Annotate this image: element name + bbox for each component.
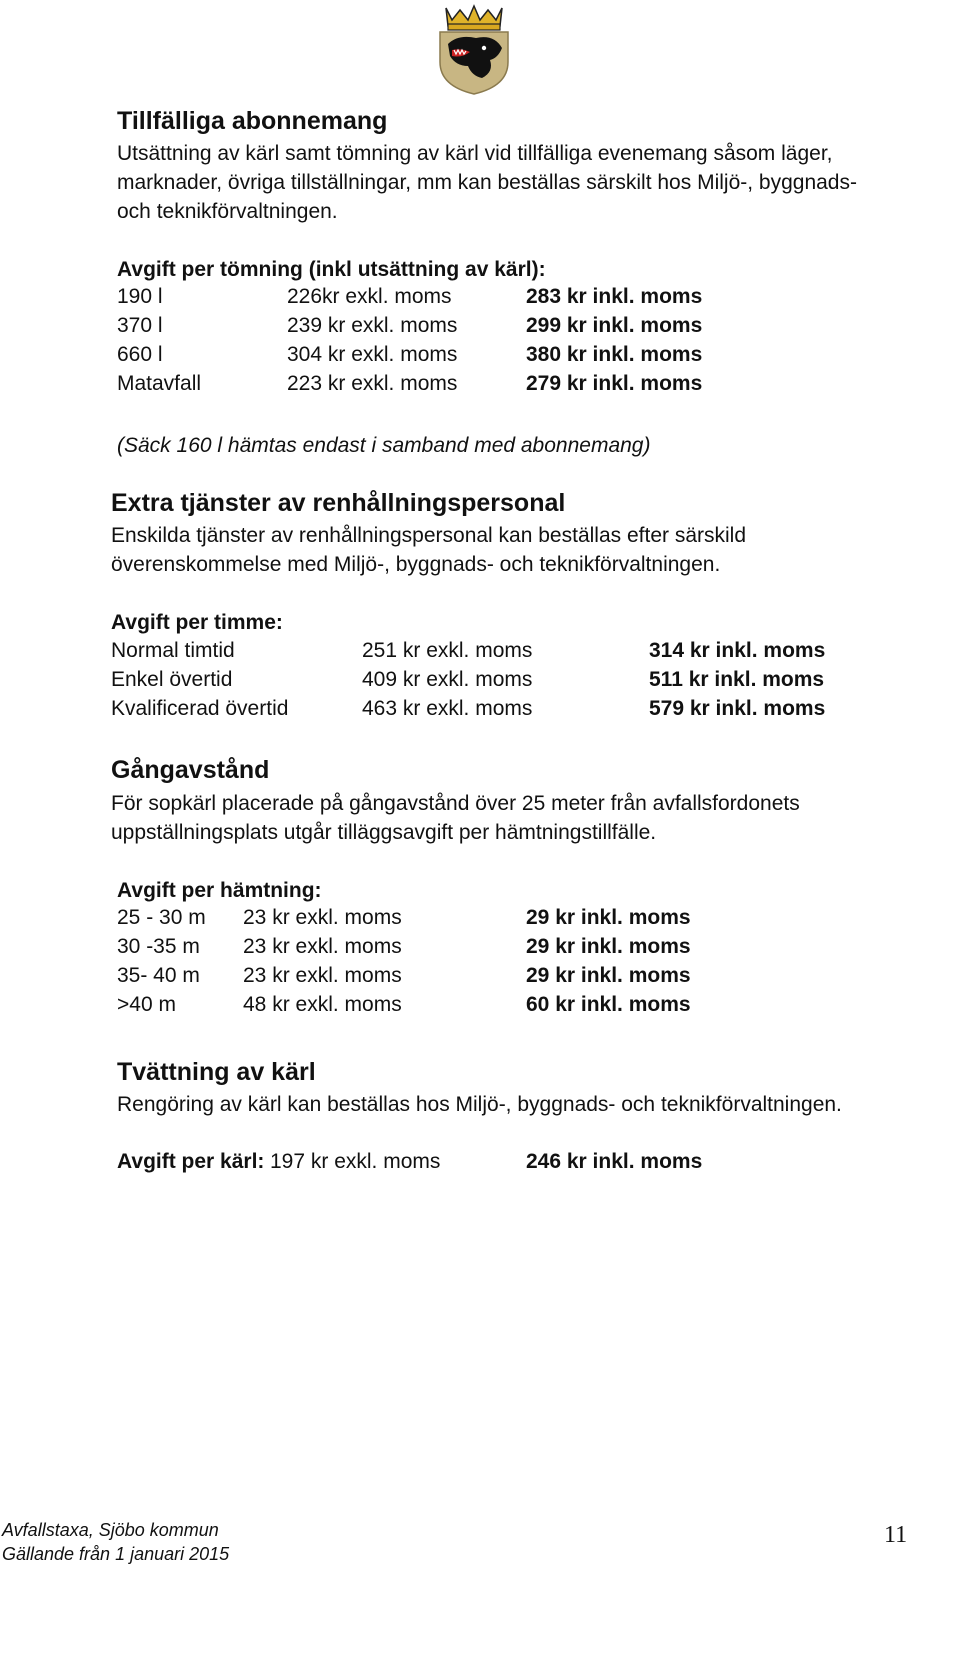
paragraph-line: Enskilda tjänster av renhållningspersonal kan beställas efter särskild: [111, 524, 747, 547]
fee-row-item: Enkel övertid: [111, 668, 233, 691]
section-heading-bin-washing: Tvättning av kärl: [117, 1058, 316, 1086]
fee-row-excl: 409 kr exkl. moms: [362, 668, 533, 691]
fee-row-incl: 246 kr inkl. moms: [526, 1150, 703, 1173]
fee-row-item: 190 l: [117, 285, 163, 308]
fee-label: Avgift per tömning (inkl utsättning av kärl):: [117, 258, 546, 281]
section-heading-walking-distance: Gångavstånd: [111, 756, 270, 784]
page-number: 11: [884, 1522, 908, 1548]
fee-row-excl: 23 kr exkl. moms: [243, 964, 402, 987]
note-text: (Säck 160 l hämtas endast i samband med abonnemang): [117, 434, 651, 457]
fee-row-item: 25 - 30 m: [117, 906, 206, 929]
fee-label: Avgift per timme:: [111, 611, 283, 634]
section-heading-temporary-subscriptions: Tillfälliga abonnemang: [117, 107, 388, 135]
fee-row-excl: 463 kr exkl. moms: [362, 697, 533, 720]
fee-row-incl: 579 kr inkl. moms: [649, 697, 826, 720]
fee-label: Avgift per hämtning:: [117, 879, 322, 902]
fee-row-incl: 299 kr inkl. moms: [526, 314, 703, 337]
fee-row-excl: 23 kr exkl. moms: [243, 906, 402, 929]
section-heading-extra-services: Extra tjänster av renhållningspersonal: [111, 489, 566, 517]
footer-title: Avfallstaxa, Sjöbo kommun: [2, 1520, 219, 1540]
fee-row-incl: 283 kr inkl. moms: [526, 285, 703, 308]
fee-row-item: 35- 40 m: [117, 964, 200, 987]
fee-row-incl: 29 kr inkl. moms: [526, 906, 691, 929]
fee-row-item: Kvalificerad övertid: [111, 697, 289, 720]
paragraph-line: marknader, övriga tillställningar, mm kan beställas särskilt hos Miljö-, byggnads-: [117, 171, 857, 194]
fee-row-excl: 226kr exkl. moms: [287, 285, 452, 308]
fee-row-excl: 304 kr exkl. moms: [287, 343, 458, 366]
fee-row-excl: 197 kr exkl. moms: [270, 1150, 441, 1173]
fee-row-excl: 239 kr exkl. moms: [287, 314, 458, 337]
paragraph-line: Utsättning av kärl samt tömning av kärl vid tillfälliga evenemang såsom läger,: [117, 142, 833, 165]
paragraph-line: För sopkärl placerade på gångavstånd över 25 meter från avfallsfordonets: [111, 792, 800, 815]
fee-row-incl: 511 kr inkl. moms: [649, 668, 825, 691]
fee-row-incl: 29 kr inkl. moms: [526, 935, 691, 958]
fee-row-item: >40 m: [117, 993, 176, 1016]
fee-row-item: 30 -35 m: [117, 935, 200, 958]
coat-of-arms-icon: [438, 4, 510, 96]
paragraph-line: Rengöring av kärl kan beställas hos Miljö-, byggnads- och teknikförvaltningen.: [117, 1093, 842, 1116]
fee-row-incl: 314 kr inkl. moms: [649, 639, 826, 662]
fee-row-item: 660 l: [117, 343, 163, 366]
fee-label: Avgift per kärl:: [117, 1150, 265, 1173]
paragraph-line: uppställningsplats utgår tilläggsavgift per hämtningstillfälle.: [111, 821, 657, 844]
fee-row-incl: 60 kr inkl. moms: [526, 993, 691, 1016]
fee-row-incl: 29 kr inkl. moms: [526, 964, 691, 987]
fee-row-excl: 223 kr exkl. moms: [287, 372, 458, 395]
paragraph-line: överenskommelse med Miljö-, byggnads- och teknikförvaltningen.: [111, 553, 721, 576]
fee-row-incl: 279 kr inkl. moms: [526, 372, 703, 395]
fee-row-item: Matavfall: [117, 372, 202, 395]
fee-row-excl: 251 kr exkl. moms: [362, 639, 533, 662]
fee-row-item: 370 l: [117, 314, 163, 337]
fee-row-excl: 48 kr exkl. moms: [243, 993, 402, 1016]
fee-row-excl: 23 kr exkl. moms: [243, 935, 402, 958]
fee-row-incl: 380 kr inkl. moms: [526, 343, 703, 366]
fee-row-item: Normal timtid: [111, 639, 235, 662]
footer-date: Gällande från 1 januari 2015: [2, 1544, 230, 1564]
paragraph-line: och teknikförvaltningen.: [117, 200, 338, 223]
